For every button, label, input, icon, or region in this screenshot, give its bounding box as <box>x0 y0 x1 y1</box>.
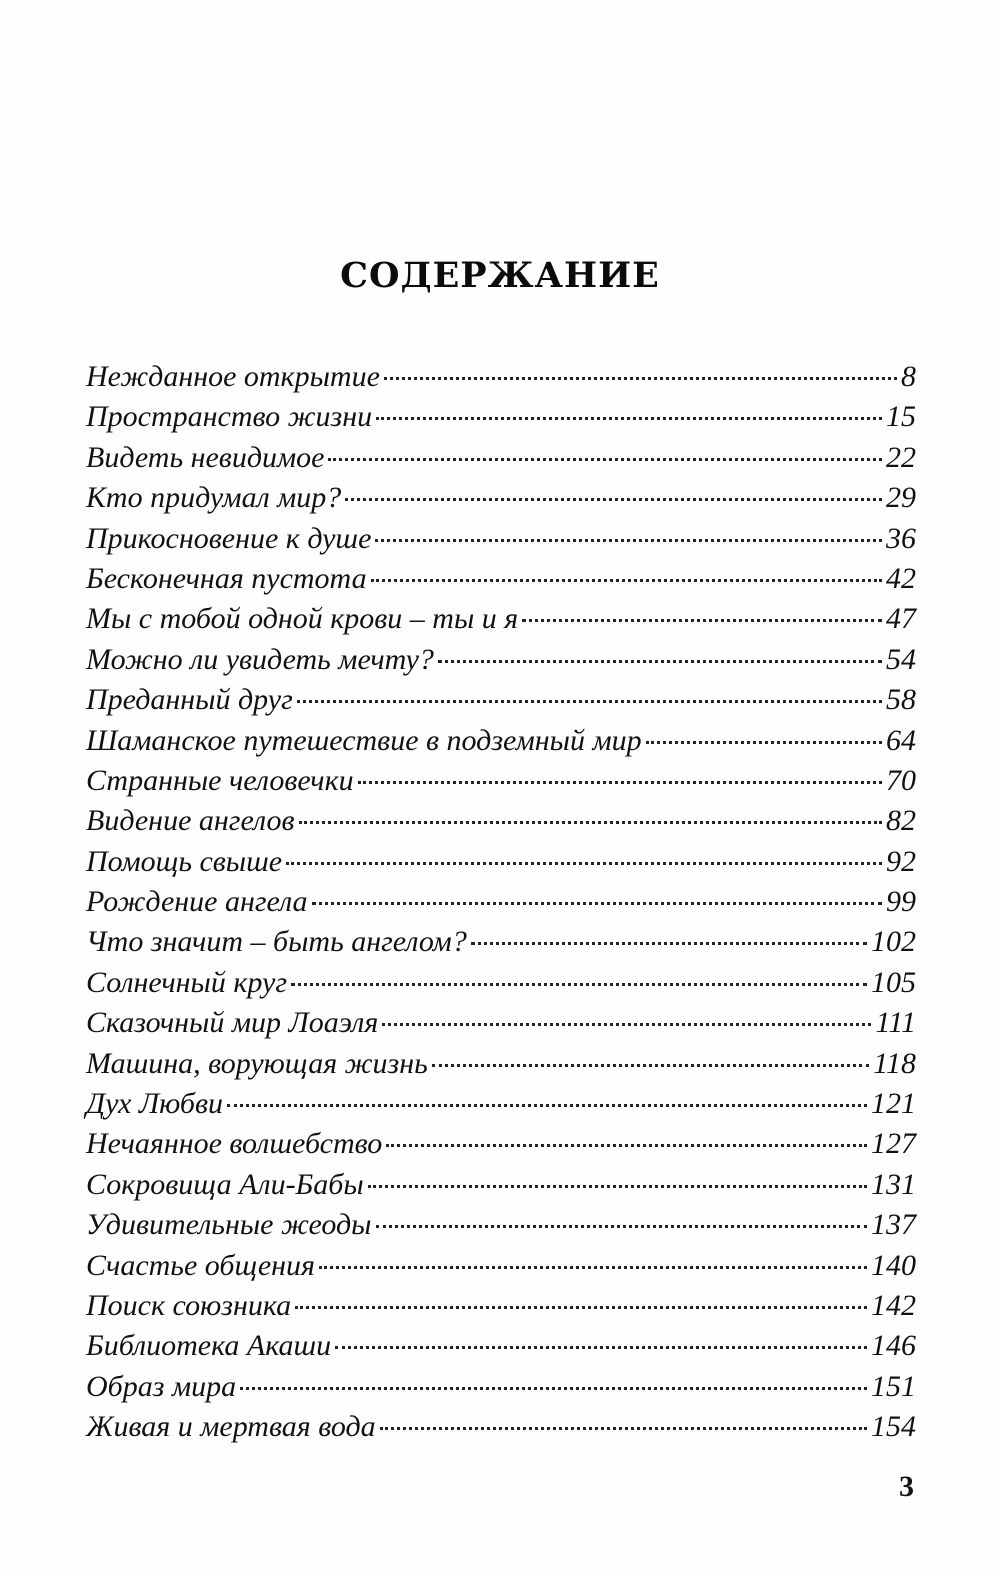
dot-leader <box>335 1346 867 1349</box>
toc-entry <box>86 1286 916 1326</box>
dot-leader <box>376 1225 868 1228</box>
dot-leader <box>371 579 882 582</box>
toc-entry-page: 54 <box>886 642 916 676</box>
dot-leader <box>286 862 882 865</box>
dot-leader <box>319 1266 867 1269</box>
toc-entry-title: Сокровища Али-Бабы <box>86 1167 364 1201</box>
page-number: 3 <box>899 1470 914 1503</box>
dot-leader <box>522 619 882 622</box>
toc-entry-page: 142 <box>871 1288 916 1322</box>
toc-entry <box>86 1407 916 1447</box>
toc-entry-title: Можно ли увидеть мечту? <box>86 642 434 676</box>
toc-entry <box>86 842 916 882</box>
toc-entry-title: Рождение ангела <box>86 885 308 919</box>
dot-leader <box>240 1387 867 1390</box>
toc-entry-title: Нечаянное волшебство <box>86 1127 383 1161</box>
toc-entry-title: Удивительные жеоды <box>86 1208 372 1242</box>
dot-leader <box>438 660 882 663</box>
dot-leader <box>376 417 882 420</box>
dot-leader <box>384 377 897 380</box>
toc-entry-title: Пространство жизни <box>86 400 373 434</box>
toc-entry-title: Бесконечная пустота <box>86 561 367 595</box>
toc-entry-page: 47 <box>886 602 916 636</box>
dot-leader <box>471 942 867 945</box>
toc-entry <box>86 882 916 922</box>
toc-entry-title: Живая и мертвая вода <box>86 1410 376 1444</box>
toc-entry <box>86 801 916 841</box>
toc-entry <box>86 519 916 559</box>
dot-leader <box>295 1306 867 1309</box>
toc-entry <box>86 599 916 639</box>
toc-entry-title: Помощь свыше <box>86 844 283 878</box>
toc-entry-title: Прикосновение к душе <box>86 521 372 555</box>
dot-leader <box>312 902 882 905</box>
dot-leader <box>646 741 882 744</box>
toc-entry <box>86 397 916 437</box>
toc-entry <box>86 922 916 962</box>
toc-entry-title: Странные человечки <box>86 763 354 797</box>
toc-entry <box>86 640 916 680</box>
toc-entry-page: 127 <box>871 1127 916 1161</box>
toc-entry-title: Кто придумал мир? <box>86 481 342 515</box>
toc-entry-page: 22 <box>886 440 916 474</box>
dot-leader <box>227 1104 867 1107</box>
toc-entry-title: Шаманское путешествие в подземный мир <box>86 723 642 757</box>
toc-entry-title: Поиск союзника <box>86 1288 292 1322</box>
toc-entry-page: 8 <box>901 360 916 393</box>
toc-entry-title: Счастье общения <box>86 1248 315 1282</box>
toc-entry-page: 92 <box>886 844 916 878</box>
toc-entry <box>86 1326 916 1366</box>
table-of-contents <box>86 357 916 1448</box>
toc-entry-title: Нежданное открытие <box>86 360 380 393</box>
toc-entry-page: 29 <box>886 481 916 515</box>
dot-leader <box>291 983 867 986</box>
toc-entry <box>86 1165 916 1205</box>
toc-entry <box>86 680 916 720</box>
dot-leader <box>382 1023 871 1026</box>
toc-entry <box>86 1003 916 1043</box>
dot-leader <box>345 498 882 501</box>
toc-entry <box>86 721 916 761</box>
toc-entry-title: Образ мира <box>86 1369 237 1403</box>
toc-entry <box>86 1044 916 1084</box>
toc-entry-page: 118 <box>873 1046 916 1080</box>
toc-entry-page: 82 <box>886 804 916 838</box>
toc-entry-title: Библиотека Акаши <box>86 1329 332 1363</box>
dot-leader <box>368 1185 867 1188</box>
toc-entry-title: Преданный друг <box>86 683 293 717</box>
toc-entry <box>86 1084 916 1124</box>
toc-entry-page: 64 <box>886 723 916 757</box>
toc-entry-page: 42 <box>886 561 916 595</box>
dot-leader <box>380 1427 867 1430</box>
toc-entry <box>86 761 916 801</box>
page-title: содержание <box>340 240 660 299</box>
toc-entry <box>86 478 916 518</box>
toc-entry-page: 111 <box>875 1006 916 1040</box>
dot-leader <box>328 458 882 461</box>
toc-entry <box>86 438 916 478</box>
toc-entry-page: 70 <box>886 763 916 797</box>
toc-entry <box>86 963 916 1003</box>
dot-leader <box>358 781 882 784</box>
toc-entry <box>86 357 916 397</box>
toc-entry-title: Дух Любви <box>86 1087 224 1121</box>
dot-leader <box>375 539 882 542</box>
toc-entry-page: 154 <box>871 1410 916 1444</box>
toc-entry-title: Видение ангелов <box>86 804 295 838</box>
toc-entry <box>86 1205 916 1245</box>
toc-entry-page: 140 <box>871 1248 916 1282</box>
toc-entry-page: 105 <box>871 965 916 999</box>
toc-entry-title: Сказочный мир Лоаэля <box>86 1006 379 1040</box>
toc-entry <box>86 1367 916 1407</box>
toc-entry-page: 131 <box>871 1167 916 1201</box>
toc-entry-page: 58 <box>886 683 916 717</box>
toc-entry-page: 137 <box>871 1208 916 1242</box>
toc-entry-page: 15 <box>886 400 916 434</box>
toc-entry-title: Видеть невидимое <box>86 440 325 474</box>
toc-entry <box>86 559 916 599</box>
toc-entry-page: 146 <box>871 1329 916 1363</box>
toc-entry-title: Мы с тобой одной крови – ты и я <box>86 602 519 636</box>
toc-entry <box>86 1124 916 1164</box>
toc-entry-page: 151 <box>871 1369 916 1403</box>
toc-entry-page: 102 <box>871 925 916 959</box>
toc-entry-page: 36 <box>886 521 916 555</box>
toc-entry-page: 121 <box>871 1087 916 1121</box>
dot-leader <box>386 1144 867 1147</box>
toc-entry-title: Солнечный круг <box>86 965 288 999</box>
dot-leader <box>299 821 882 824</box>
toc-entry-title: Машина, ворующая жизнь <box>86 1046 428 1080</box>
toc-entry-title: Что значит – быть ангелом? <box>86 925 467 959</box>
dot-leader <box>297 700 882 703</box>
toc-entry-page: 99 <box>886 885 916 919</box>
dot-leader <box>432 1064 869 1067</box>
toc-entry <box>86 1246 916 1286</box>
